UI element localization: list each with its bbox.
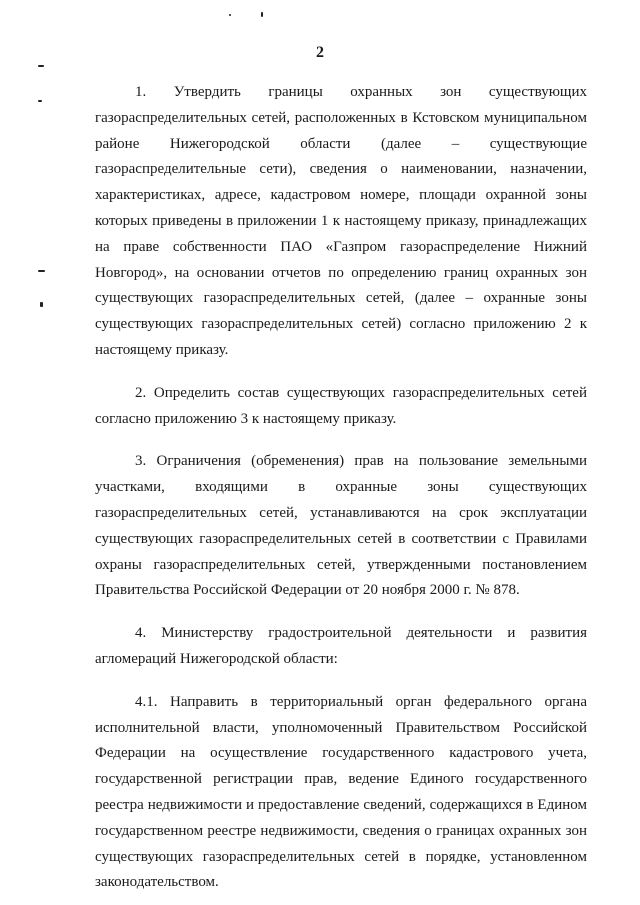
scan-mark xyxy=(38,270,45,272)
document-body xyxy=(95,80,587,896)
scan-mark xyxy=(229,14,231,16)
paragraph-1: 1. Утвердить границы охранных зон существующих газораспределительных сетей, расположенных в Кстовском муниципальном районе Нижегородской области (далее – существующие газораспределительные сети), сведения о наименовании, назначении, характеристиках, адресе, кадастровом номере, площади охранной зоны которых приведены в приложении 1 к настоящему приказу, принадлежащих на праве собственности ПАО «Газпром газораспределение Нижний Новгород», на основании отчетов по определению границ охранных зон существующих газораспределительных сетей, (далее – охранные зоны существующих газораспределительных сетей) согласно приложению 2 к настоящему приказу. xyxy=(95,84,587,358)
paragraph-3: 3. Ограничения (обременения) прав на пользование земельными участками, входящими в охранные зоны существующих газораспределительных сетей, устанавливаются на срок эксплуатации существующих газораспределительных сетей в соответствии с Правилами охраны газораспределительных сетей, утвержденными постановлением Правительства Российской Федерации от 20 ноября 2000 г. № 878. xyxy=(95,453,587,599)
scan-mark xyxy=(38,100,42,102)
scan-mark xyxy=(40,302,43,307)
page-number: 2 xyxy=(316,44,324,61)
paragraph-4-1: 4.1. Направить в территориальный орган федерального органа исполнительной власти, уполномоченный Правительством Российской Федерации на осуществление государственного кадастрового учета, государственной регистрации прав, ведение Единого государственного реестра недвижимости и предоставление сведений, содержащихся в Едином государственном реестре недвижимости, сведения о границах охранных зон существующих газораспределительных сетей в порядке, установленном законодательством. xyxy=(95,693,587,891)
scan-mark xyxy=(38,65,44,67)
paragraph-2: 2. Определить состав существующих газораспределительных сетей согласно приложению 3 к настоящему приказу. xyxy=(95,384,587,427)
scan-mark xyxy=(261,12,263,17)
paragraph-4: 4. Министерству градостроительной деятельности и развития агломераций Нижегородской области: xyxy=(95,625,587,667)
